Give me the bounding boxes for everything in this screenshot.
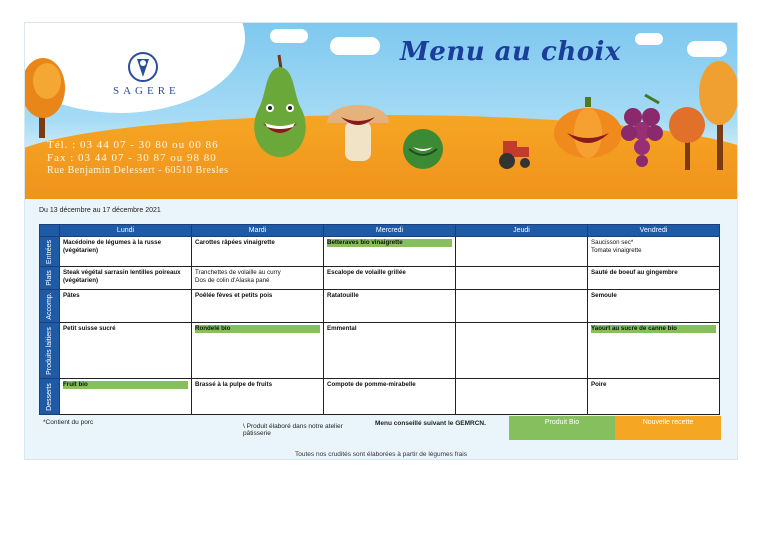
logo-text: SAGERE	[113, 85, 180, 97]
table-row	[40, 237, 720, 267]
day-header: Lundi	[60, 225, 192, 237]
day-header: Mercredi	[324, 225, 456, 237]
mushroom-icon	[323, 93, 393, 165]
dish-line: Escalope de volaille grillée	[327, 269, 406, 276]
dish-line: Betteraves bio vinaigrette	[327, 239, 452, 247]
row-header-label: Plats	[45, 270, 53, 286]
dish-line: Carottes râpées vinaigrette	[195, 239, 275, 246]
menu-cell	[324, 267, 456, 290]
dish-line: Ratatouille	[327, 292, 359, 299]
dish-line: (végétarien)	[63, 247, 99, 254]
menu-cell	[588, 379, 720, 415]
table-row	[40, 379, 720, 415]
menu-cell	[588, 290, 720, 323]
menu-cell	[456, 267, 588, 290]
row-header	[40, 379, 60, 415]
row-header-label: Desserts	[45, 382, 53, 411]
dish-line: Petit suisse sucré	[63, 325, 116, 332]
grapes-icon	[619, 93, 667, 169]
cloud	[330, 37, 380, 55]
legend-bio-box: Produit Bio	[509, 416, 615, 440]
pear-icon	[245, 53, 315, 163]
menu-cell	[456, 290, 588, 323]
menu-cell	[192, 267, 324, 290]
menu-cell	[192, 323, 324, 379]
row-header-label: Produits laitiers	[45, 326, 53, 375]
table-row	[40, 323, 720, 379]
tree-right-icon	[665, 45, 737, 175]
dish-line: Fruit bio	[63, 381, 188, 389]
dish-line: Tomate vinaigrette	[591, 247, 642, 254]
cloud	[635, 33, 663, 45]
day-header: Mardi	[192, 225, 324, 237]
menu-cell	[324, 290, 456, 323]
dish-line: Compote de pomme-mirabelle	[327, 381, 416, 388]
legend-porc: *Contient du porc	[43, 419, 94, 426]
dish-line: Poire	[591, 381, 607, 388]
menu-cell	[456, 323, 588, 379]
row-header	[40, 267, 60, 290]
cloud	[270, 29, 308, 43]
dish-line: Tranchettes de volaille au curry	[195, 269, 281, 276]
dish-line: Sauté de boeuf au gingembre	[591, 269, 678, 276]
dish-line: Rondelé bio	[195, 325, 320, 333]
menu-cell	[60, 379, 192, 415]
dish-line: Brassé à la pulpe de fruits	[195, 381, 273, 388]
legend-new-recipe-box: Nouvelle recette	[615, 416, 721, 440]
menu-cell	[324, 237, 456, 267]
menu-cell	[60, 267, 192, 290]
dish-line: Emmental	[327, 325, 357, 332]
header-banner	[25, 23, 737, 199]
menu-cell	[192, 379, 324, 415]
menu-cell	[456, 237, 588, 267]
footer-note: Toutes nos crudités sont élaborées à partir de légumes frais	[295, 451, 467, 458]
menu-cell	[588, 267, 720, 290]
menu-period: Du 13 décembre au 17 décembre 2021	[39, 207, 161, 214]
tractor-icon	[495, 135, 535, 171]
dish-line: Pâtes	[63, 292, 80, 299]
dish-line: (végétarien)	[63, 277, 99, 284]
menu-cell	[588, 237, 720, 267]
dish-line: Steak végétal sarrasin lentilles poireaux	[63, 269, 181, 276]
dish-line: Saucisson sec*	[591, 239, 634, 246]
table-header-row	[40, 225, 720, 237]
menu-cell	[456, 379, 588, 415]
corner-cell	[40, 225, 60, 237]
menu-table	[39, 224, 720, 415]
cabbage-icon	[399, 127, 447, 171]
menu-cell	[588, 323, 720, 379]
table-row	[40, 267, 720, 290]
phone-number: Tél. : 03 44 07 - 30 80 ou 00 86	[47, 139, 219, 151]
day-header: Vendredi	[588, 225, 720, 237]
row-header	[40, 290, 60, 323]
menu-sheet	[24, 22, 738, 460]
legend-patisserie: \ Produit élaboré dans notre atelier pâtisserie	[243, 423, 343, 437]
sagere-logo-icon	[105, 37, 181, 113]
dish-line: Dos de colin d'Alaska pané	[195, 277, 270, 284]
row-header-label: Accomp.	[45, 292, 53, 320]
legend-gemrcn: Menu conseillé suivant le GEMRCN.	[375, 420, 486, 427]
contact-block	[47, 139, 228, 176]
row-header-label: Entrées	[45, 239, 53, 264]
menu-cell	[324, 323, 456, 379]
tree-left-icon	[25, 43, 75, 143]
menu-cell	[60, 237, 192, 267]
pumpkin-icon	[553, 97, 623, 159]
dish-line: Semoule	[591, 292, 617, 299]
menu-cell	[192, 237, 324, 267]
dish-line: Yaourt au sucre de canne bio	[591, 325, 716, 333]
day-header: Jeudi	[456, 225, 588, 237]
dish-line: Macédoine de légumes à la russe	[63, 239, 162, 246]
table-row	[40, 290, 720, 323]
menu-cell	[60, 323, 192, 379]
dish-line: Poêlée fèves et petits pois	[195, 292, 273, 299]
row-header	[40, 237, 60, 267]
row-header	[40, 323, 60, 379]
menu-cell	[60, 290, 192, 323]
address: Rue Benjamin Delessert - 60510 Bresles	[47, 165, 229, 176]
menu-cell	[192, 290, 324, 323]
fax-number: Fax : 03 44 07 - 30 87 ou 98 80	[47, 152, 217, 164]
page-title: Menu au choix	[400, 37, 621, 67]
menu-cell	[324, 379, 456, 415]
